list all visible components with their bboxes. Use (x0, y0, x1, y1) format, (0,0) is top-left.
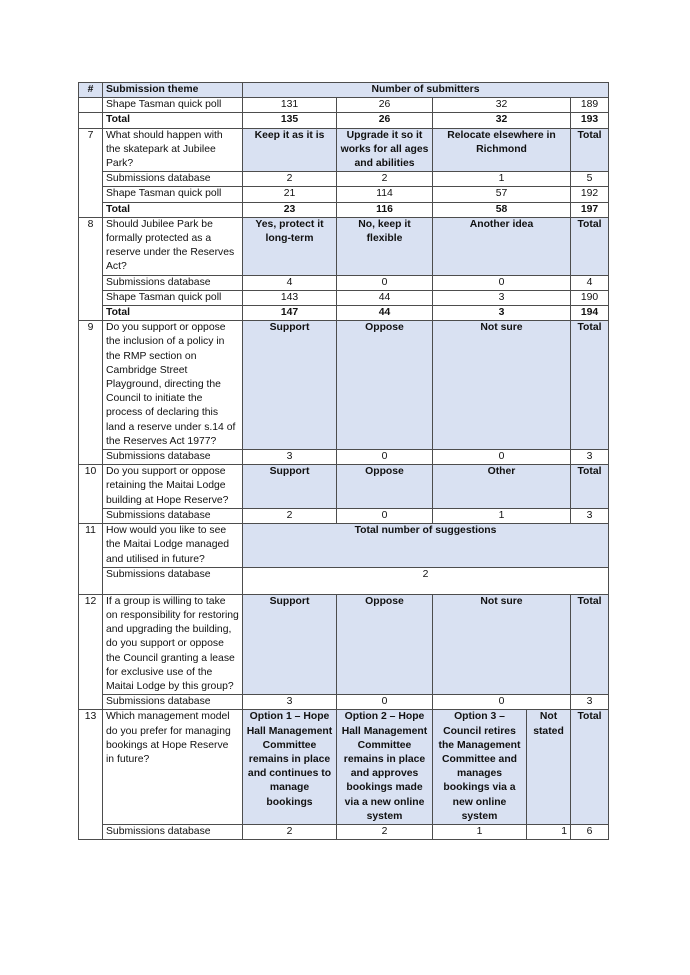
question-row-10 (79, 465, 609, 509)
value-cell: 32 (433, 113, 571, 128)
header-theme: Submission theme (103, 83, 243, 98)
question-text: How would you like to see the Maitai Lodge managed and utilised in future? (103, 524, 243, 568)
question-number: 9 (79, 321, 103, 465)
row-number-cell (79, 113, 103, 128)
value-cell: 2 (337, 172, 433, 187)
option-heading: Relocate elsewhere in Richmond (433, 128, 571, 172)
question-row-8 (79, 217, 609, 275)
option-heading: Option 2 – Hope Hall Management Committee remains in place and approves bookings made via a new online system (337, 710, 433, 825)
value-cell: 2 (243, 824, 337, 839)
question-text: Do you support or oppose the inclusion of a policy in the RMP section on Cambridge Street Playground, directing the Council to initiate the process of declaring this land a reserve under s.14 of the Reserves Act 1977? (103, 321, 243, 450)
table-header-row (79, 83, 609, 98)
option-heading: Option 3 – Council retires the Management Committee and manages bookings via a new online system (433, 710, 527, 825)
option-heading: Support (243, 594, 337, 694)
value-cell: 3 (433, 290, 571, 305)
total-cell: 3 (571, 508, 609, 523)
table-row (79, 567, 609, 594)
question-number: 8 (79, 217, 103, 320)
question-text: Should Jubilee Park be formally protected as a reserve under the Reserves Act? (103, 217, 243, 275)
total-cell: 5 (571, 172, 609, 187)
row-label: Submissions database (103, 172, 243, 187)
value-cell: 1 (433, 172, 571, 187)
option-heading: No, keep it flexible (337, 217, 433, 275)
value-cell: 2 (243, 508, 337, 523)
option-heading: Total (571, 594, 609, 694)
total-cell: 3 (571, 450, 609, 465)
total-cell: 197 (571, 202, 609, 217)
option-heading: Keep it as it is (243, 128, 337, 172)
question-row-13 (79, 710, 609, 825)
question-text: If a group is willing to take on responsibility for restoring and upgrading the building, do you support or oppose the Council granting a lease for exclusive use of the Maitai Lodge by this group? (103, 594, 243, 694)
question-row-7 (79, 128, 609, 172)
table-row (79, 98, 609, 113)
value-cell: 116 (337, 202, 433, 217)
row-label: Submissions database (103, 695, 243, 710)
question-number: 13 (79, 710, 103, 840)
option-heading: Yes, protect it long-term (243, 217, 337, 275)
value-cell: 1 (527, 824, 571, 839)
total-cell: 193 (571, 113, 609, 128)
question-row-11 (79, 524, 609, 568)
row-label: Submissions database (103, 275, 243, 290)
question-number: 12 (79, 594, 103, 710)
value-cell: 21 (243, 187, 337, 202)
value-cell: 0 (337, 508, 433, 523)
value-cell: 143 (243, 290, 337, 305)
value-cell: 3 (243, 695, 337, 710)
row-number-cell (79, 98, 103, 113)
question-row-12 (79, 594, 609, 694)
total-cell: 6 (571, 824, 609, 839)
total-cell: 190 (571, 290, 609, 305)
row-label: Total (103, 306, 243, 321)
question-number: 10 (79, 465, 103, 524)
value-cell: 147 (243, 306, 337, 321)
option-heading: Not stated (527, 710, 571, 825)
option-heading: Upgrade it so it works for all ages and abilities (337, 128, 433, 172)
value-cell: 135 (243, 113, 337, 128)
value-cell: 23 (243, 202, 337, 217)
table-row (79, 508, 609, 523)
row-label: Submissions database (103, 508, 243, 523)
value-cell: 0 (337, 695, 433, 710)
value-cell: 3 (433, 306, 571, 321)
value-cell: 0 (433, 450, 571, 465)
option-heading: Option 1 – Hope Hall Management Committee remains in place and continues to manage bookings (243, 710, 337, 825)
value-cell: 4 (243, 275, 337, 290)
option-heading: Total (571, 321, 609, 450)
value-cell: 131 (243, 98, 337, 113)
question-text: What should happen with the skatepark at Jubilee Park? (103, 128, 243, 172)
table-row (79, 290, 609, 305)
row-label: Shape Tasman quick poll (103, 187, 243, 202)
total-row (79, 113, 609, 128)
value-cell: 0 (433, 275, 571, 290)
table-row (79, 695, 609, 710)
table-row (79, 172, 609, 187)
table-row (79, 275, 609, 290)
question-number: 7 (79, 128, 103, 217)
total-cell: 3 (571, 695, 609, 710)
question-text: Do you support or oppose retaining the Maitai Lodge building at Hope Reserve? (103, 465, 243, 509)
value-cell: 0 (337, 450, 433, 465)
submissions-table (78, 82, 609, 840)
question-row-9 (79, 321, 609, 450)
row-label: Total (103, 113, 243, 128)
total-cell: 4 (571, 275, 609, 290)
option-heading: Total (571, 710, 609, 825)
header-hash: # (79, 83, 103, 98)
option-heading: Total number of suggestions (243, 524, 609, 568)
value-cell: 57 (433, 187, 571, 202)
option-heading: Total (571, 217, 609, 275)
value-cell: 32 (433, 98, 571, 113)
table-row (79, 450, 609, 465)
value-cell: 3 (243, 450, 337, 465)
row-label: Submissions database (103, 567, 243, 594)
option-heading: Not sure (433, 594, 571, 694)
total-cell: 194 (571, 306, 609, 321)
option-heading: Support (243, 465, 337, 509)
value-cell: 114 (337, 187, 433, 202)
option-heading: Another idea (433, 217, 571, 275)
option-heading: Support (243, 321, 337, 450)
value-cell: 2 (337, 824, 433, 839)
table-row (79, 824, 609, 839)
option-heading: Oppose (337, 465, 433, 509)
value-cell: 2 (243, 172, 337, 187)
value-cell: 0 (433, 695, 571, 710)
value-cell: 58 (433, 202, 571, 217)
row-label: Shape Tasman quick poll (103, 290, 243, 305)
value-cell: 0 (337, 275, 433, 290)
option-heading: Oppose (337, 594, 433, 694)
value-cell: 2 (243, 567, 609, 594)
question-number: 11 (79, 524, 103, 595)
option-heading: Total (571, 465, 609, 509)
row-label: Total (103, 202, 243, 217)
option-heading: Not sure (433, 321, 571, 450)
value-cell: 26 (337, 113, 433, 128)
table-row (79, 187, 609, 202)
header-submitters: Number of submitters (243, 83, 609, 98)
value-cell: 1 (433, 824, 527, 839)
total-cell: 189 (571, 98, 609, 113)
total-cell: 192 (571, 187, 609, 202)
row-label: Shape Tasman quick poll (103, 98, 243, 113)
total-row (79, 306, 609, 321)
row-label: Submissions database (103, 824, 243, 839)
value-cell: 26 (337, 98, 433, 113)
total-row (79, 202, 609, 217)
question-text: Which management model do you prefer for managing bookings at Hope Reserve in future? (103, 710, 243, 825)
value-cell: 44 (337, 306, 433, 321)
option-heading: Total (571, 128, 609, 172)
value-cell: 44 (337, 290, 433, 305)
option-heading: Oppose (337, 321, 433, 450)
value-cell: 1 (433, 508, 571, 523)
row-label: Submissions database (103, 450, 243, 465)
option-heading: Other (433, 465, 571, 509)
